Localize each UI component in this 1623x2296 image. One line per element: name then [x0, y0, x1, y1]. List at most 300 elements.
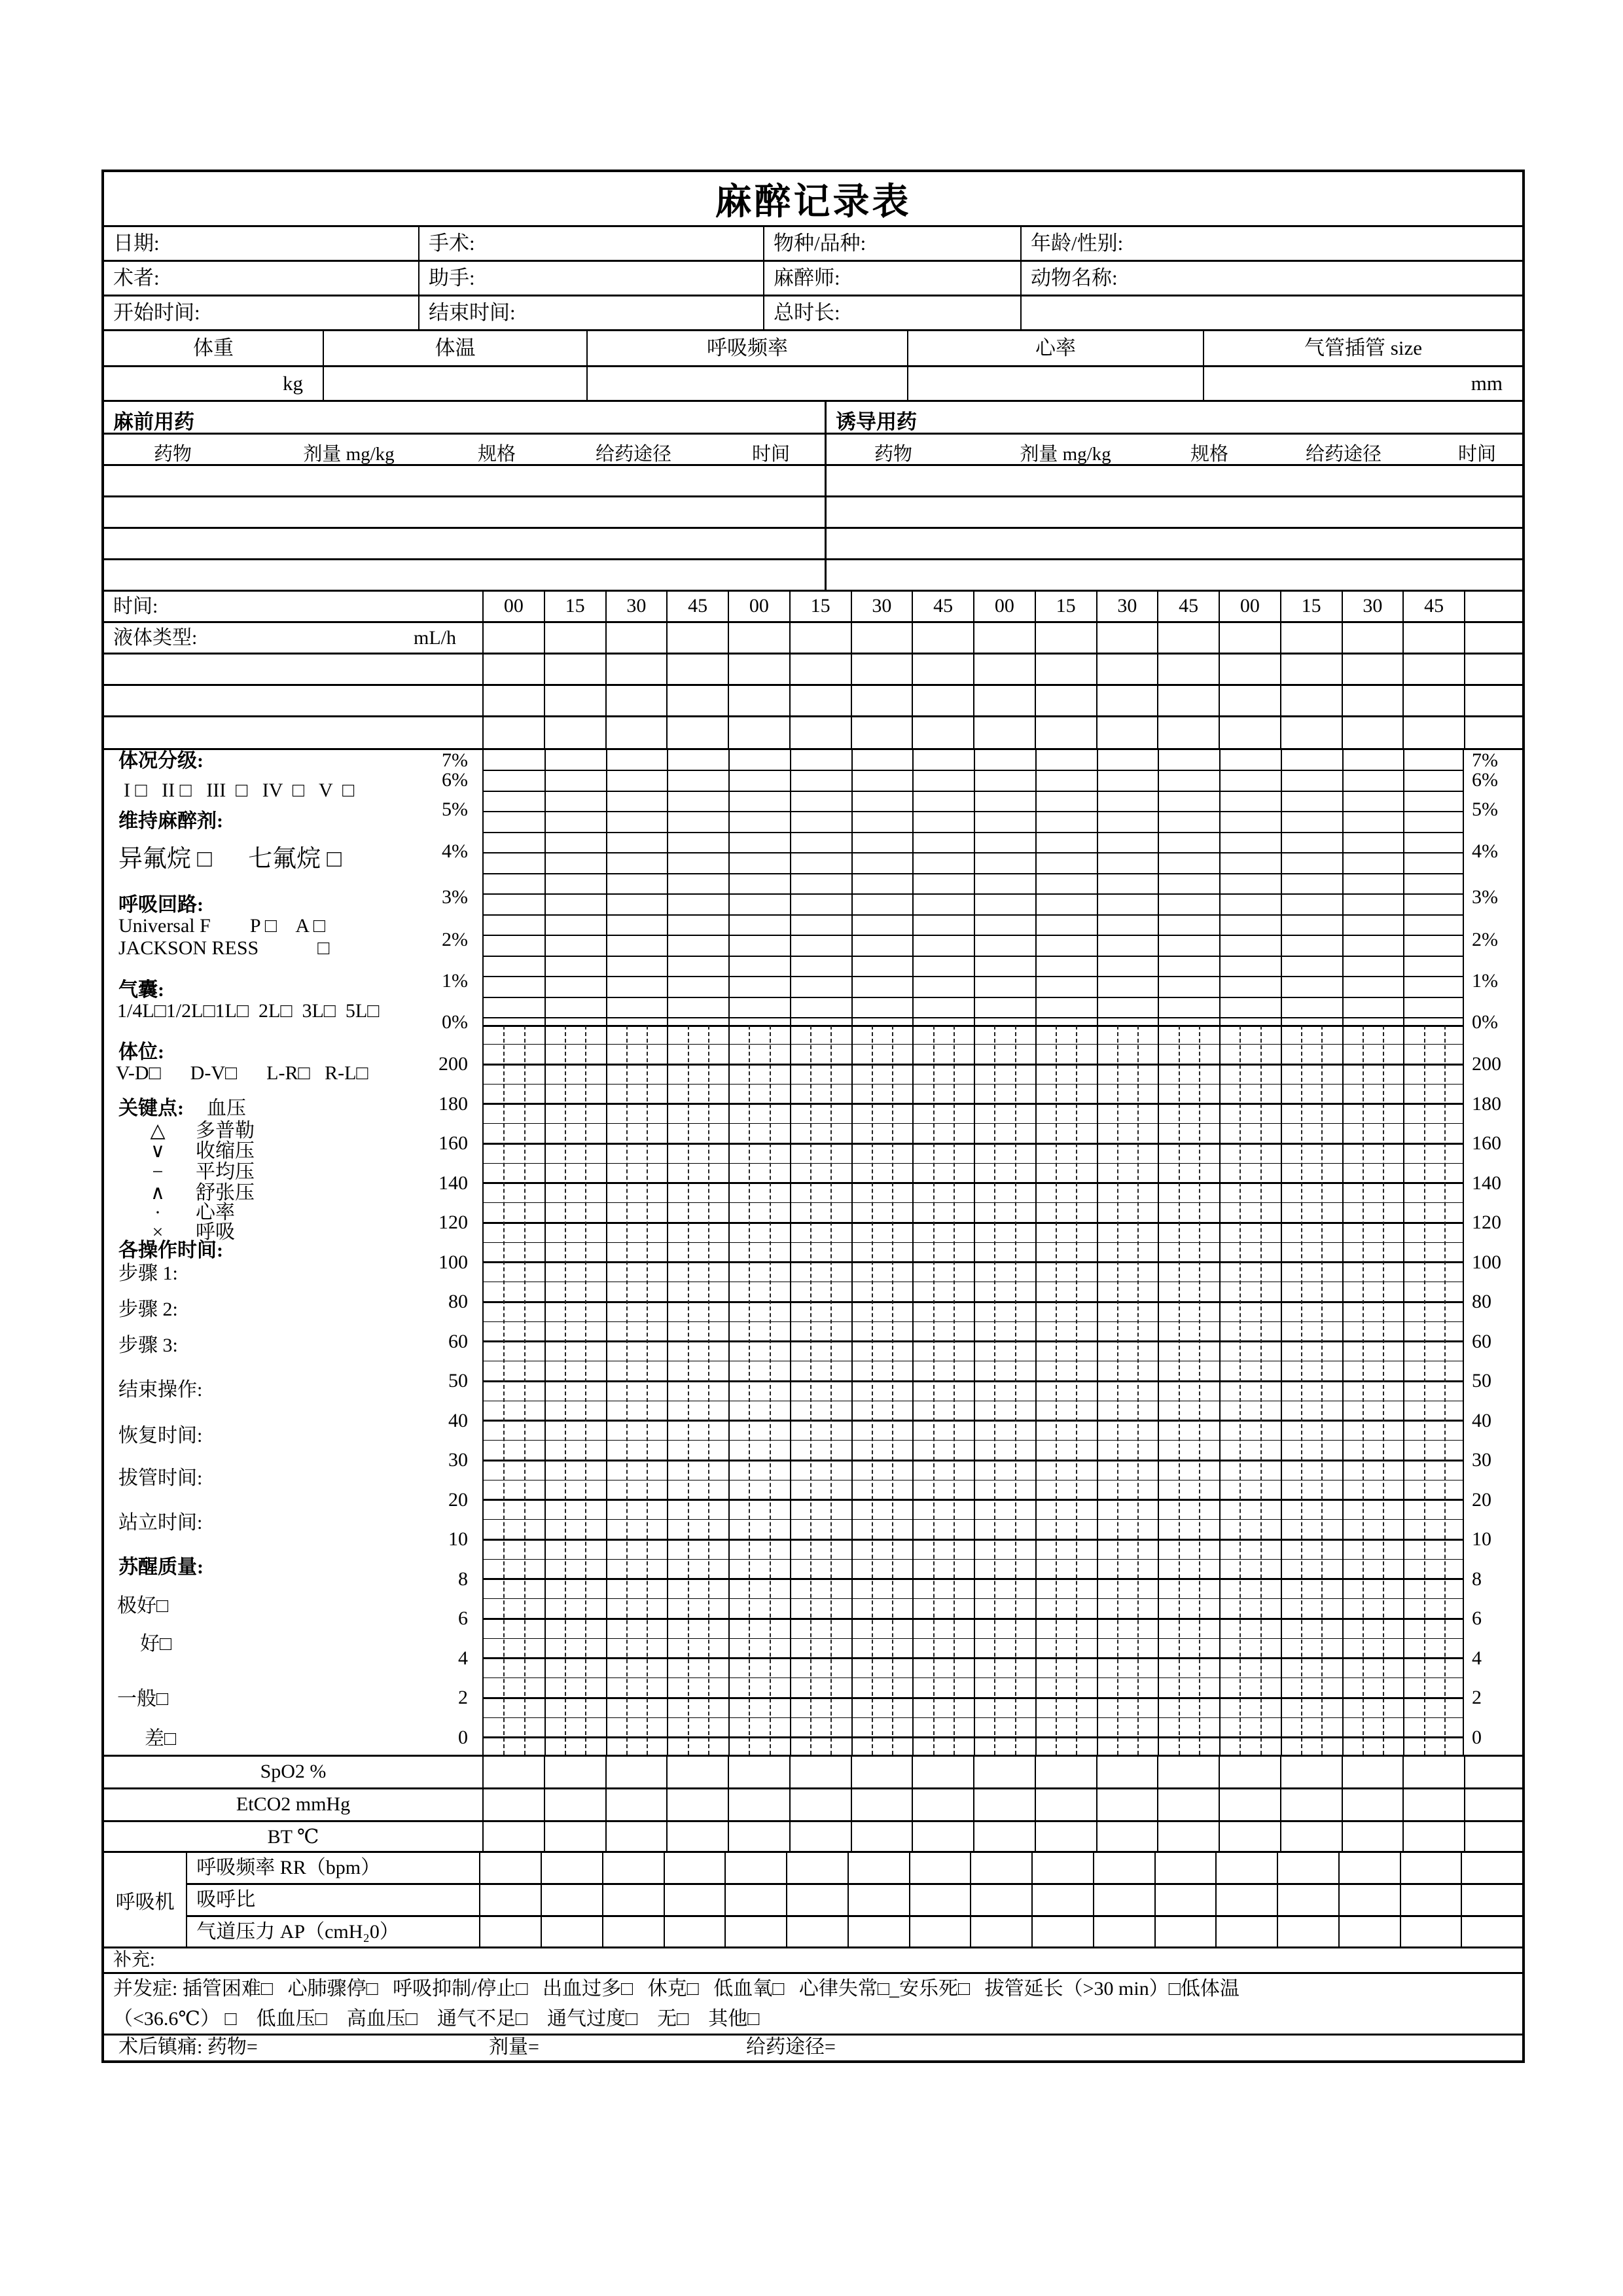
- spo2-label: SpO2 %: [260, 1761, 327, 1782]
- supplement-label: 补充:: [113, 1950, 155, 1970]
- grid-cell: [789, 655, 851, 684]
- grid-cell: [1402, 1789, 1464, 1820]
- grid-dashline: [872, 1026, 873, 1755]
- grid-hline: [484, 770, 1463, 771]
- grid-cell: [728, 1822, 789, 1851]
- grid-cell: [1277, 1885, 1338, 1915]
- grid-cell: [1154, 1917, 1216, 1946]
- grid-dashline: [1363, 1026, 1364, 1755]
- num-scale-label-right: 80: [1472, 1291, 1491, 1312]
- blank-label-cell: [104, 655, 482, 684]
- grid-dashline: [1260, 1026, 1262, 1755]
- grid-hline: [484, 1677, 1463, 1678]
- grid-cell: [1342, 686, 1403, 715]
- grid-cell: [482, 623, 544, 653]
- grid-vline: [1403, 750, 1404, 1755]
- grid-cell: [1342, 655, 1403, 684]
- num-scale-label-left: 0: [458, 1726, 468, 1748]
- grid-tail-cell: [1464, 1822, 1522, 1851]
- grid-cell: [851, 1789, 912, 1820]
- grid-hline-major: [484, 1182, 1463, 1184]
- title-row: [104, 172, 1522, 227]
- grid-cell: [544, 1757, 605, 1787]
- grid-hline-major: [484, 1301, 1463, 1303]
- col-spec: 规格: [477, 444, 516, 465]
- chart-grid: [482, 750, 1464, 1755]
- grid-tail-cell: [1464, 1789, 1522, 1820]
- grid-cell: [1402, 1822, 1464, 1851]
- page-title: 麻醉记录表: [715, 181, 912, 223]
- grid-vline: [728, 750, 730, 1755]
- grid-cell: [1280, 1757, 1342, 1787]
- time-slot-cell: 30: [1342, 592, 1403, 621]
- dash-symbol: −: [152, 1161, 164, 1183]
- grid-dashline: [1199, 1026, 1200, 1755]
- time-slot-cell: 30: [1096, 592, 1158, 621]
- info-row-3: [104, 296, 1522, 331]
- grid-cell: [1157, 1822, 1219, 1851]
- grid-cell: [1093, 1917, 1154, 1946]
- keypoints-label: 关键点:: [118, 1098, 184, 1119]
- grid-cell: [541, 1917, 602, 1946]
- grid-cell: [1157, 686, 1219, 715]
- grid-cell: [664, 1917, 725, 1946]
- grid-cell: [482, 655, 544, 684]
- num-scale-label-left: 10: [448, 1528, 468, 1550]
- num-scale-label-right: 20: [1472, 1488, 1491, 1511]
- grid-cell: [602, 1853, 664, 1883]
- grid-cell: [1035, 1789, 1096, 1820]
- grid-cell: [1096, 1757, 1158, 1787]
- end-operation-label: 结束操作:: [118, 1379, 203, 1401]
- grid-vline: [1158, 750, 1159, 1755]
- etco2-label: EtCO2 mmHg: [236, 1793, 351, 1815]
- time-slot-cell: 30: [851, 592, 912, 621]
- grid-dashline: [1444, 1026, 1446, 1755]
- grid-cell: [1096, 1822, 1158, 1851]
- vitals-weight-header: 体重: [193, 336, 234, 359]
- num-scale-label-right: 100: [1472, 1251, 1501, 1273]
- grid-cell: [605, 623, 667, 653]
- bag-size-checkboxes: 1/4L□1/2L□1L□ 2L□ 3L□ 5L□: [117, 1000, 380, 1022]
- blank-label-cell: [104, 717, 482, 748]
- num-scale-label-right: 60: [1472, 1330, 1491, 1352]
- medication-entry-row: [104, 560, 1522, 592]
- grid-hline: [484, 976, 1463, 977]
- grid-hline: [484, 1163, 1463, 1164]
- grid-vline: [851, 750, 853, 1755]
- time-slot-cell: 30: [605, 592, 667, 621]
- recovery-time-label: 恢复时间:: [118, 1425, 203, 1446]
- grid-cell: [482, 717, 544, 748]
- fluid-rate-unit: mL/h: [414, 627, 456, 649]
- grid-cell: [973, 1789, 1035, 1820]
- blank-record-row: [104, 717, 1522, 750]
- grid-cell: [1031, 1885, 1093, 1915]
- grid-dashline: [770, 1026, 771, 1755]
- grid-dashline: [1321, 1026, 1323, 1755]
- time-slot-cell: 15: [1280, 592, 1342, 621]
- grid-cell: [605, 686, 667, 715]
- pct-scale-label-left: 3%: [442, 886, 468, 908]
- medication-header-row: [104, 435, 1522, 466]
- grid-cell: [605, 1757, 667, 1787]
- grid-cell: [666, 1789, 728, 1820]
- num-scale-label-left: 180: [438, 1092, 468, 1115]
- grid-hline: [484, 1559, 1463, 1560]
- analgesia-dose-label: 剂量=: [489, 2036, 539, 2058]
- grid-cell: [1035, 623, 1096, 653]
- complications-row: [104, 1974, 1522, 2036]
- legend-label: 呼吸: [196, 1221, 235, 1243]
- chevron-down-symbol: ∨: [151, 1140, 165, 1162]
- field-total-duration: 总时长:: [763, 296, 1020, 329]
- grid-cell: [605, 1789, 667, 1820]
- blank-label-cell: [104, 686, 482, 715]
- grid-hline-major: [484, 1103, 1463, 1105]
- induction-title-cell: [825, 402, 1522, 433]
- grid-cell: [1400, 1885, 1461, 1915]
- time-label: 时间:: [113, 596, 158, 617]
- grid-cell: [1154, 1885, 1216, 1915]
- grid-cell: [1277, 1917, 1338, 1946]
- num-scale-label-left: 200: [438, 1053, 468, 1075]
- grid-cell: [1096, 686, 1158, 715]
- field-start-time: 开始时间:: [113, 301, 200, 324]
- legend-label: 舒张压: [196, 1182, 255, 1204]
- grid-cell: [909, 1917, 971, 1946]
- grid-hline-major: [484, 1261, 1463, 1263]
- grid-cell: [1338, 1917, 1400, 1946]
- grid-cell: [1219, 1789, 1280, 1820]
- recovery-good-checkbox: 好□: [140, 1633, 172, 1655]
- grid-dashline: [1056, 1026, 1057, 1755]
- grid-cell: [1219, 655, 1280, 684]
- induction-entry-cell: [825, 497, 1522, 527]
- grid-cell: [1157, 1789, 1219, 1820]
- grid-hline-major: [484, 1340, 1463, 1342]
- grid-tail-cell: [1464, 686, 1522, 715]
- grid-cell: [479, 1853, 541, 1883]
- grid-cell: [1157, 655, 1219, 684]
- grid-cell: [666, 717, 728, 748]
- grid-vline: [1281, 750, 1282, 1755]
- grid-hline: [484, 997, 1463, 998]
- grid-cell: [664, 1853, 725, 1883]
- pct-scale-label-left: 6%: [442, 769, 468, 791]
- blank-record-row: [104, 686, 1522, 717]
- grid-hline: [484, 1017, 1463, 1018]
- time-slot-cell: 45: [912, 592, 973, 621]
- num-scale-label-left: 60: [448, 1330, 468, 1352]
- grid-cell: [1338, 1853, 1400, 1883]
- grid-hline: [484, 1202, 1463, 1203]
- grid-cell: [912, 1822, 973, 1851]
- num-scale-label-right: 0: [1472, 1726, 1482, 1748]
- grid-cell: [1402, 686, 1464, 715]
- grid-cell: [1280, 717, 1342, 748]
- num-scale-label-right: 30: [1472, 1449, 1491, 1471]
- num-scale-label-right: 8: [1472, 1568, 1482, 1590]
- grid-vline: [1097, 750, 1098, 1755]
- grid-cell: [847, 1853, 909, 1883]
- grid-tail-cell: [1464, 655, 1522, 684]
- circuit-jackson-rees-option: JACKSON RESS □: [118, 937, 330, 959]
- col-spec: 规格: [1190, 444, 1229, 465]
- maintenance-anesthetic-checkboxes: 异氟烷 □ 七氟烷 □: [118, 846, 342, 872]
- recovery-excellent-checkbox: 极好□: [117, 1595, 169, 1617]
- medication-entry-row: [104, 466, 1522, 497]
- info-row-2: [104, 262, 1522, 296]
- keypoints-subject: 血压: [207, 1098, 246, 1119]
- dot-symbol: ·: [154, 1202, 161, 1223]
- time-slot-cell: 00: [973, 592, 1035, 621]
- grid-dashline: [994, 1026, 995, 1755]
- grid-dashline: [892, 1026, 893, 1755]
- body-temp-row: [104, 1822, 1522, 1853]
- grid-hline: [484, 956, 1463, 957]
- field-age-sex: 年龄/性别:: [1020, 227, 1522, 260]
- num-scale-label-right: 140: [1472, 1172, 1501, 1194]
- grid-vline: [790, 750, 791, 1755]
- grid-cell: [786, 1885, 847, 1915]
- medication-entry-row: [104, 529, 1522, 560]
- grid-dashline: [1301, 1026, 1302, 1755]
- grid-hline-major: [484, 1657, 1463, 1659]
- time-slot-cell: 00: [728, 592, 789, 621]
- grid-cell: [1219, 1822, 1280, 1851]
- standing-time-label: 站立时间:: [118, 1512, 203, 1534]
- grid-cell: [970, 1917, 1031, 1946]
- grid-cell: [666, 1822, 728, 1851]
- grid-cell: [1035, 1822, 1096, 1851]
- grid-cell: [605, 655, 667, 684]
- field-surgery: 手术:: [418, 227, 763, 260]
- grid-hline: [484, 1123, 1463, 1124]
- grid-hline: [484, 914, 1463, 916]
- grid-cell: [666, 1757, 728, 1787]
- legend-label: 收缩压: [196, 1140, 255, 1162]
- pct-scale-label-right: 7%: [1472, 749, 1498, 771]
- premed-entry-cell: [104, 529, 825, 558]
- grid-cell: [1215, 1885, 1277, 1915]
- grid-dashline: [1240, 1026, 1241, 1755]
- grid-cell: [973, 686, 1035, 715]
- col-dose: 剂量 mg/kg: [303, 444, 395, 465]
- grid-section-line: [484, 1025, 1463, 1027]
- num-scale-label-left: 100: [438, 1251, 468, 1273]
- field-animal-name: 动物名称:: [1020, 262, 1522, 295]
- grid-cell: [973, 623, 1035, 653]
- grid-cell: [544, 1822, 605, 1851]
- grid-hline: [484, 811, 1463, 812]
- grid-cell: [786, 1917, 847, 1946]
- grid-hline-major: [484, 1380, 1463, 1382]
- recovery-poor-checkbox: 差□: [145, 1728, 177, 1749]
- num-scale-label-left: 2: [458, 1687, 468, 1708]
- grid-vline: [606, 750, 607, 1755]
- grid-cell: [544, 1789, 605, 1820]
- grid-hline-major: [484, 1736, 1463, 1738]
- grid-cell: [851, 686, 912, 715]
- grid-dashline: [1117, 1026, 1118, 1755]
- pct-scale-label-right: 6%: [1472, 769, 1498, 791]
- grid-cell: [1280, 655, 1342, 684]
- grid-cell: [970, 1885, 1031, 1915]
- grid-cell: [1096, 655, 1158, 684]
- grid-vline: [912, 750, 914, 1755]
- grid-cell: [1096, 1789, 1158, 1820]
- grid-cell: [724, 1853, 786, 1883]
- pct-scale-label-right: 1%: [1472, 970, 1498, 992]
- grid-hline: [484, 873, 1463, 874]
- step-2-label: 步骤 2:: [118, 1299, 178, 1320]
- grid-cell: [728, 1757, 789, 1787]
- col-drug: 药物: [874, 444, 913, 465]
- etco2-row: [104, 1789, 1522, 1822]
- col-route: 给药途径: [595, 444, 672, 465]
- grid-cell: [1035, 1757, 1096, 1787]
- time-header-row: [104, 592, 1522, 623]
- step-3-label: 步骤 3:: [118, 1335, 178, 1356]
- time-slot-cell: 00: [1219, 592, 1280, 621]
- col-dose: 剂量 mg/kg: [1020, 444, 1111, 465]
- field-surgeon: 术者:: [113, 266, 160, 289]
- grid-cell: [847, 1885, 909, 1915]
- grid-cell: [1031, 1917, 1093, 1946]
- num-scale-label-left: 160: [438, 1132, 468, 1154]
- time-slot-cell: 15: [1035, 592, 1096, 621]
- grid-cell: [1342, 1822, 1403, 1851]
- grid-dashline: [626, 1026, 628, 1755]
- grid-cell: [1342, 1757, 1403, 1787]
- grid-dashline: [1424, 1026, 1425, 1755]
- num-scale-label-right: 50: [1472, 1370, 1491, 1391]
- fluid-type-row: [104, 623, 1522, 655]
- step-1-label: 步骤 1:: [118, 1263, 178, 1284]
- induction-title: 诱导用药: [836, 410, 917, 433]
- blank-record-row: [104, 655, 1522, 686]
- grid-tail-cell: [1461, 1917, 1522, 1946]
- pct-scale-label-right: 2%: [1472, 929, 1498, 950]
- pct-scale-label-left: 2%: [442, 929, 468, 950]
- grid-dashline: [524, 1026, 526, 1755]
- grid-cell: [851, 717, 912, 748]
- num-scale-label-left: 120: [438, 1211, 468, 1233]
- legend-label: 心率: [196, 1202, 235, 1223]
- grid-hline-major: [484, 1460, 1463, 1462]
- grid-cell: [602, 1917, 664, 1946]
- recovery-fair-checkbox: 一般□: [117, 1688, 169, 1710]
- grid-hline-major: [484, 1539, 1463, 1541]
- grid-cell: [728, 655, 789, 684]
- grid-cell: [789, 717, 851, 748]
- num-scale-label-left: 30: [448, 1449, 468, 1471]
- time-slot-cell: 15: [544, 592, 605, 621]
- grid-dashline: [1383, 1026, 1384, 1755]
- grid-hline-major: [484, 1143, 1463, 1145]
- grid-cell: [664, 1885, 725, 1915]
- grid-vline: [1035, 750, 1037, 1755]
- operation-times-title: 各操作时间:: [118, 1240, 223, 1261]
- premed-entry-cell: [104, 560, 825, 590]
- num-scale-label-left: 40: [448, 1409, 468, 1431]
- grid-cell: [1219, 686, 1280, 715]
- grid-tail-cell: [1464, 623, 1522, 653]
- grid-cell: [973, 655, 1035, 684]
- grid-cell: [605, 1822, 667, 1851]
- triangle-up-symbol: △: [150, 1120, 166, 1141]
- vitals-header-row: [104, 331, 1522, 367]
- complications-line-1: 并发症: 插管困难□ 心肺骤停□ 呼吸抑制/停止□ 出血过多□ 休克□ 低血氧□ 心律失常□_安乐死□ 拔管延长（>30 min）□低体温: [113, 1978, 1240, 2000]
- pct-scale-label-right: 5%: [1472, 798, 1498, 820]
- grid-cell: [973, 1757, 1035, 1787]
- vitals-temp-header: 体温: [323, 331, 586, 365]
- num-scale-label-left: 50: [448, 1370, 468, 1391]
- maintenance-anesthetic-title: 维持麻醉剂:: [118, 810, 223, 832]
- grid-cell: [1402, 655, 1464, 684]
- grid-cell: [1157, 623, 1219, 653]
- grid-cell: [847, 1917, 909, 1946]
- num-scale-label-right: 120: [1472, 1211, 1501, 1233]
- grid-hline-major: [484, 1064, 1463, 1066]
- grid-cell: [544, 623, 605, 653]
- grid-cell: [1342, 623, 1403, 653]
- rr-value-cell: [586, 367, 907, 400]
- grid-vline: [1219, 750, 1221, 1755]
- grid-hline-major: [484, 1578, 1463, 1580]
- grid-tail-cell: [1464, 1757, 1522, 1787]
- num-scale-label-left: 80: [448, 1291, 468, 1312]
- rebreathing-bag-title: 气囊:: [118, 979, 164, 1001]
- chevron-up-symbol: ∧: [151, 1182, 165, 1204]
- body-temp-label: BT ℃: [267, 1826, 319, 1848]
- num-scale-label-left: 140: [438, 1172, 468, 1194]
- pct-scale-label-right: 3%: [1472, 886, 1498, 908]
- grid-dashline: [565, 1026, 566, 1755]
- col-time: 时间: [751, 444, 791, 465]
- grid-cell: [544, 655, 605, 684]
- pct-scale-label-left: 4%: [442, 840, 468, 862]
- pct-scale-label-right: 4%: [1472, 840, 1498, 862]
- grid-hline-major: [484, 1618, 1463, 1620]
- info-row-1: [104, 227, 1522, 262]
- premed-title: 麻前用药: [113, 410, 194, 433]
- time-slot-cell: 15: [789, 592, 851, 621]
- grid-cell: [724, 1885, 786, 1915]
- grid-dashline: [954, 1026, 955, 1755]
- col-route: 给药途径: [1305, 444, 1382, 465]
- hr-value-cell: [907, 367, 1203, 400]
- grid-vline: [667, 750, 668, 1755]
- grid-hline: [484, 1717, 1463, 1718]
- grid-cell: [851, 1822, 912, 1851]
- temp-value-cell: [323, 367, 586, 400]
- grid-cell: [1400, 1853, 1461, 1883]
- grid-cell: [973, 1822, 1035, 1851]
- ventilator-ie-ratio-row: [187, 1885, 1522, 1917]
- grid-cell: [912, 1757, 973, 1787]
- grid-cell: [789, 1757, 851, 1787]
- analgesia-drug-label: 术后镇痛: 药物=: [118, 2036, 258, 2058]
- grid-cell: [1402, 1757, 1464, 1787]
- grid-cell: [1154, 1853, 1216, 1883]
- grid-cell: [541, 1853, 602, 1883]
- ventilator-ie-ratio-label: 吸呼比: [196, 1889, 256, 1910]
- grid-hline: [484, 1638, 1463, 1639]
- cross-symbol: ×: [152, 1221, 164, 1243]
- num-scale-label-right: 6: [1472, 1607, 1482, 1629]
